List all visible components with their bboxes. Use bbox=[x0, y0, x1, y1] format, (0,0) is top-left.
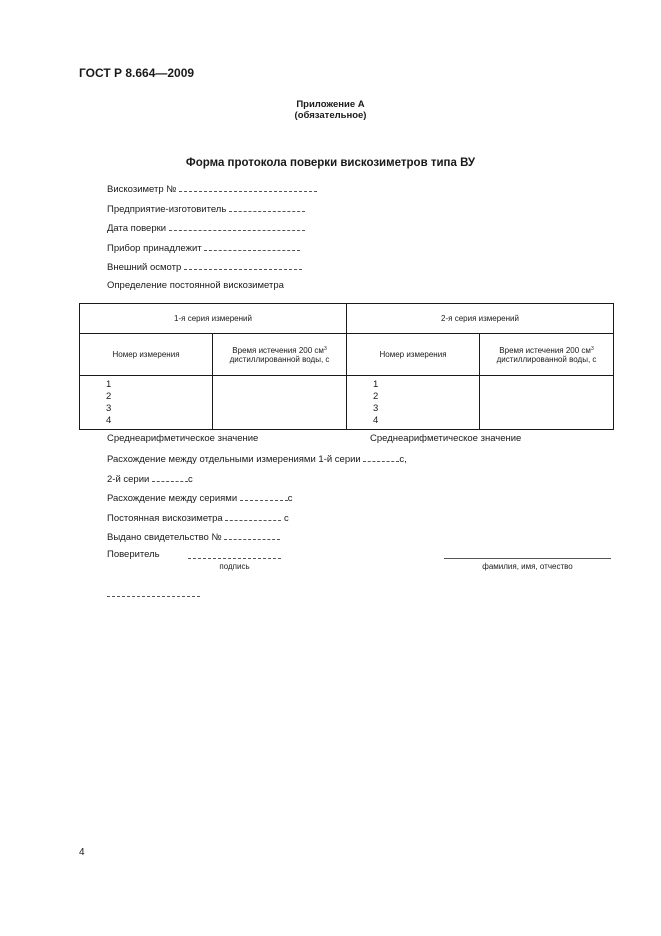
divergence-series-blank bbox=[240, 491, 288, 501]
divergence-series-label: Расхождение между сериями bbox=[107, 493, 238, 504]
divergence-series-field bbox=[107, 491, 293, 504]
series1-times bbox=[213, 376, 347, 430]
form-title: Форма протокола поверки вискозиметров типа ВУ bbox=[185, 157, 476, 169]
external-inspection-label: Внешний осмотр bbox=[107, 262, 182, 273]
mean-value-2: Среднеарифметическое значение bbox=[370, 433, 522, 444]
viscometer-blank bbox=[179, 182, 317, 192]
manufacturer-field bbox=[107, 202, 305, 215]
series2-numbers bbox=[347, 376, 480, 430]
page-number: 4 bbox=[79, 847, 85, 858]
signature-caption: подпись bbox=[219, 562, 250, 571]
measurement-number: 4 bbox=[106, 415, 112, 426]
viscometer-field bbox=[107, 182, 317, 195]
series2-blank bbox=[152, 472, 188, 482]
series2-divergence-field bbox=[107, 472, 193, 485]
series1-header: 1-я серия измерений bbox=[80, 304, 347, 334]
certificate-field bbox=[107, 530, 280, 543]
time-header-line2: дистиллированной воды, с bbox=[229, 354, 330, 364]
series2-label: 2-й серии bbox=[107, 474, 150, 485]
certificate-blank bbox=[224, 530, 280, 540]
time-header-sup: 3 bbox=[323, 345, 327, 352]
document-header: ГОСТ Р 8.664—2009 bbox=[79, 66, 195, 80]
table-header-row bbox=[80, 304, 614, 334]
external-inspection-field bbox=[107, 260, 302, 273]
mean-value-1: Среднеарифметическое значение bbox=[107, 433, 259, 444]
divergence-series-unit: с bbox=[287, 493, 293, 504]
number-column-header-2: Номер измерения bbox=[347, 334, 480, 376]
annex-heading bbox=[0, 99, 661, 121]
time-header-line1: Время истечения 200 см bbox=[499, 345, 591, 355]
measurement-number: 1 bbox=[106, 379, 112, 390]
measurement-number: 1 bbox=[373, 379, 379, 390]
divergence-measurements-blank bbox=[363, 452, 399, 462]
verification-date-label: Дата поверки bbox=[107, 223, 167, 234]
constant-blank bbox=[225, 511, 281, 521]
measurement-table bbox=[79, 303, 614, 430]
series2-unit: с bbox=[187, 474, 193, 485]
external-inspection-blank bbox=[184, 260, 302, 270]
measurement-number: 2 bbox=[373, 391, 379, 402]
series2-times bbox=[480, 376, 614, 430]
divergence-measurements-field bbox=[107, 452, 407, 465]
measurement-number: 3 bbox=[373, 403, 379, 414]
full-name-caption: фамилия, имя, отчество bbox=[482, 562, 573, 571]
constant-field bbox=[107, 511, 289, 524]
divergence-measurements-label: Расхождение между отдельными измерениями 1-й серии bbox=[107, 454, 361, 465]
owner-field bbox=[107, 241, 300, 254]
signature-line bbox=[188, 550, 281, 559]
measurement-number: 4 bbox=[373, 415, 379, 426]
divergence-measurements-unit: с, bbox=[399, 454, 407, 465]
constant-label: Постоянная вискозиметра bbox=[107, 513, 223, 524]
measurement-number: 2 bbox=[106, 391, 112, 402]
time-header-sup: 3 bbox=[590, 345, 594, 352]
verification-date-blank bbox=[169, 221, 305, 231]
verifier-label: Поверитель bbox=[107, 549, 160, 560]
full-name-line bbox=[444, 550, 611, 559]
constant-unit: с bbox=[284, 513, 289, 524]
table-data-row bbox=[80, 376, 614, 430]
series2-header: 2-я серия измерений bbox=[347, 304, 614, 334]
time-column-header-1 bbox=[213, 334, 347, 376]
table-subheader-row bbox=[80, 334, 614, 376]
constant-determination-text: Определение постоянной вискозиметра bbox=[107, 280, 284, 291]
manufacturer-blank bbox=[229, 202, 305, 212]
time-column-header-2 bbox=[480, 334, 614, 376]
annex-title: Приложение А bbox=[296, 99, 365, 110]
certificate-label: Выдано свидетельство № bbox=[107, 532, 222, 543]
time-header-line2: дистиллированной воды, с bbox=[496, 354, 597, 364]
verification-date-field bbox=[107, 221, 305, 234]
owner-blank bbox=[204, 241, 300, 251]
series1-numbers bbox=[80, 376, 213, 430]
owner-label: Прибор принадлежит bbox=[107, 243, 202, 254]
time-header-line1: Время истечения 200 см bbox=[232, 345, 324, 355]
viscometer-label: Вискозиметр № bbox=[107, 184, 177, 195]
manufacturer-label: Предприятие-изготовитель bbox=[107, 204, 227, 215]
closing-line bbox=[107, 590, 200, 597]
annex-status: (обязательное) bbox=[294, 110, 367, 121]
measurement-number: 3 bbox=[106, 403, 112, 414]
number-column-header-1: Номер измерения bbox=[80, 334, 213, 376]
